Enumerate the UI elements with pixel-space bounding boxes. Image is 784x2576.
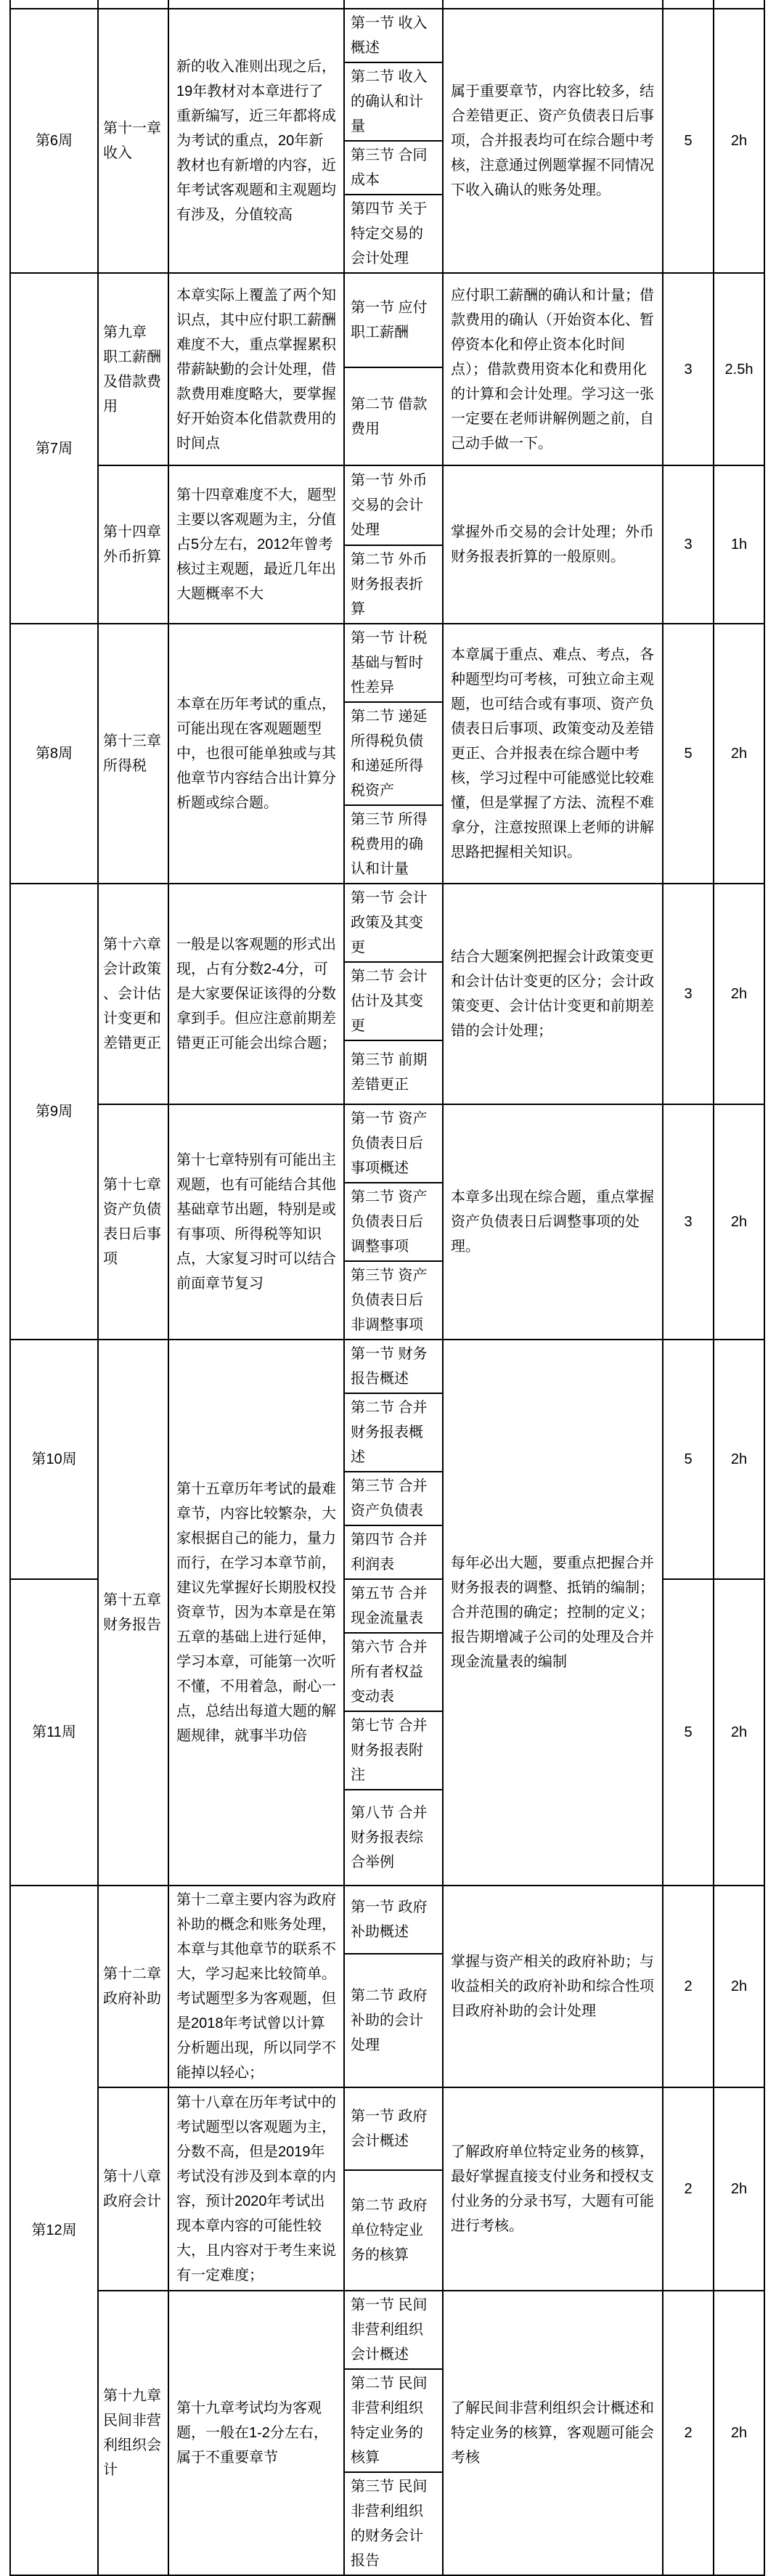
chapter-cell: 第十四章 外币折算 [98, 465, 168, 624]
section-row [10, 624, 764, 702]
partial-top-cell [663, 0, 714, 9]
key-points-cell: 掌握外币交易的会计处理；外币财务报表折算的一般原则。 [443, 465, 663, 624]
section-cell: 第一节 政府补助概述 [344, 1886, 443, 1954]
duration-cell: 2h [714, 2087, 764, 2291]
partial-top-row [10, 0, 764, 9]
lecture-count-cell: 5 [663, 9, 714, 273]
lecture-count-cell: 2 [663, 2087, 714, 2291]
duration-cell: 1h [714, 465, 764, 624]
section-cell: 第二节 资产负债表日后调整事项 [344, 1183, 443, 1261]
lecture-count-cell: 5 [663, 624, 714, 884]
key-points-cell: 掌握与资产相关的政府补助；与收益相关的政府补助和综合性项目政府补助的会计处理 [443, 1886, 663, 2087]
section-cell: 第五节 合并现金流量表 [344, 1579, 443, 1633]
section-cell: 第六节 合并所有者权益变动表 [344, 1633, 443, 1711]
section-cell: 第二节 会计估计及其变更 [344, 962, 443, 1040]
lecture-count-cell: 5 [663, 1579, 714, 1886]
section-row [10, 884, 764, 962]
section-cell: 第一节 会计政策及其变更 [344, 884, 443, 962]
chapter-cell: 第十一章 收入 [98, 9, 168, 273]
chapter-cell: 第十二章 政府补助 [98, 1886, 168, 2087]
chapter-description-cell: 本章实际上覆盖了两个知识点，其中应付职工薪酬难度不大，重点掌握累积带薪缺勤的会计处理，借款费用难度略大，要掌握好开始资本化借款费用的时间点 [168, 273, 344, 465]
key-points-cell: 了解政府单位特定业务的核算，最好掌握直接支付业务和授权支付业务的分录书写，大题有可能进行考核。 [443, 2087, 663, 2291]
study-plan-table [9, 0, 765, 2576]
section-cell: 第一节 外币交易的会计处理 [344, 465, 443, 545]
lecture-count-cell: 2 [663, 2291, 714, 2575]
section-cell: 第一节 应付职工薪酬 [344, 273, 443, 367]
lecture-count-cell: 3 [663, 884, 714, 1104]
section-cell: 第三节 民间非营利组织的财务会计报告 [344, 2472, 443, 2575]
section-cell: 第一节 收入概述 [344, 9, 443, 62]
duration-cell: 2h [714, 1104, 764, 1340]
lecture-count-cell: 3 [663, 273, 714, 465]
chapter-description-cell: 第十二章主要内容为政府补助的概念和账务处理，本章与其他章节的联系不大，学习起来比较简单。考试题型多为客观题，但是2018年考试曾以计算分析题出现，所以同学不能掉以轻心； [168, 1886, 344, 2087]
section-cell: 第四节 关于特定交易的会计处理 [344, 195, 443, 273]
section-cell: 第四节 合并利润表 [344, 1525, 443, 1579]
partial-top-cell [714, 0, 764, 9]
week-cell: 第8周 [10, 624, 98, 884]
section-row [10, 2087, 764, 2170]
section-cell: 第三节 前期差错更正 [344, 1040, 443, 1104]
chapter-cell: 第十五章 财务报告 [98, 1340, 168, 1886]
section-cell: 第二节 借款费用 [344, 367, 443, 465]
duration-cell: 2h [714, 1340, 764, 1579]
lecture-count-cell: 3 [663, 465, 714, 624]
section-cell: 第二节 递延所得税负债和递延所得税资产 [344, 702, 443, 805]
section-cell: 第三节 资产负债表日后非调整事项 [344, 1261, 443, 1340]
chapter-cell: 第十六章 会计政策、会计估计变更和差错更正 [98, 884, 168, 1104]
partial-top-cell [344, 0, 443, 9]
key-points-cell: 结合大题案例把握会计政策变更和会计估计变更的区分；会计政策变更、会计估计变更和前期差错的会计处理； [443, 884, 663, 1104]
duration-cell: 2.5h [714, 273, 764, 465]
key-points-cell: 本章属于重点、难点、考点，各种题型均可考核，可独立命主观题，也可结合或有事项、资产负债表日后事项、政策变动及差错更正、合并报表在综合题中考核，学习过程中可能感觉比较难懂，但是掌握了方法、流程不难拿分，注意按照课上老师的讲解思路把握相关知识。 [443, 624, 663, 884]
chapter-description-cell: 新的收入准则出现之后，19年教材对本章进行了重新编写，近三年都将成为考试的重点，20年新教材也有新增的内容，近年考试客观题和主观题均有涉及，分值较高 [168, 9, 344, 273]
section-cell: 第一节 资产负债表日后事项概述 [344, 1104, 443, 1183]
chapter-cell: 第十七章 资产负债表日后事项 [98, 1104, 168, 1340]
duration-cell: 2h [714, 2291, 764, 2575]
chapter-cell: 第九章 职工薪酬及借款费用 [98, 273, 168, 465]
partial-top-cell [168, 0, 344, 9]
chapter-description-cell: 第十七章特别有可能出主观题，也有可能结合其他基础章节出题，特别是或有事项、所得税等知识点，大家复习时可以结合前面章节复习 [168, 1104, 344, 1340]
chapter-description-cell: 一般是以客观题的形式出现，占有分数2-4分，可是大家要保证该得的分数拿到手。但应注意前期差错更正可能会出综合题； [168, 884, 344, 1104]
week-cell: 第9周 [10, 884, 98, 1340]
section-cell: 第一节 政府会计概述 [344, 2087, 443, 2170]
chapter-description-cell: 第十四章难度不大，题型主要以客观题为主，分值占5分左右，2012年曾考核过主观题，最近几年出大题概率不大 [168, 465, 344, 624]
chapter-cell: 第十八章 政府会计 [98, 2087, 168, 2291]
key-points-cell: 本章多出现在综合题，重点掌握资产负债表日后调整事项的处理。 [443, 1104, 663, 1340]
section-row [10, 2291, 764, 2369]
section-row [10, 273, 764, 367]
section-cell: 第七节 合并财务报表附注 [344, 1711, 443, 1790]
section-cell: 第二节 收入的确认和计量 [344, 62, 443, 141]
week-cell: 第11周 [10, 1579, 98, 1886]
section-cell: 第二节 政府单位特定业务的核算 [344, 2170, 443, 2291]
chapter-description-cell: 第十八章在历年考试中的考试题型以客观题为主，分数不高，但是2019年考试没有涉及到本章的内容，预计2020年考试出现本章内容的可能性较大，且内容对于考生来说有一定难度； [168, 2087, 344, 2291]
section-cell: 第三节 合同成本 [344, 141, 443, 195]
section-cell: 第三节 合并资产负债表 [344, 1472, 443, 1525]
partial-top-cell [98, 0, 168, 9]
section-cell: 第二节 外币财务报表折算 [344, 545, 443, 624]
partial-top-cell [443, 0, 663, 9]
week-cell: 第12周 [10, 1886, 98, 2575]
section-cell: 第三节 所得税费用的确认和计量 [344, 805, 443, 884]
duration-cell: 2h [714, 624, 764, 884]
section-row [10, 1886, 764, 1954]
chapter-description-cell: 第十五章历年考试的最难章节，内容比较繁杂，大家根据自己的能力，量力而行，在学习本章节前，建议先掌握好长期股权投资章节，因为本章是在第五章的基础上进行延伸，学习本章，可能第一次听不懂，不用着急，耐心一点，总结出每道大题的解题规律，就事半功倍 [168, 1340, 344, 1886]
section-row [10, 1104, 764, 1183]
section-cell: 第一节 民间非营利组织会计概述 [344, 2291, 443, 2369]
week-cell: 第7周 [10, 273, 98, 624]
section-cell: 第二节 合并财务报表概述 [344, 1393, 443, 1472]
duration-cell: 2h [714, 1579, 764, 1886]
chapter-description-cell: 第十九章考试均为客观题，一般在1-2分左右，属于不重要章节 [168, 2291, 344, 2575]
section-cell: 第一节 财务报告概述 [344, 1340, 443, 1393]
key-points-cell: 了解民间非营利组织会计概述和特定业务的核算，客观题可能会考核 [443, 2291, 663, 2575]
week-cell: 第6周 [10, 9, 98, 273]
section-cell: 第一节 计税基础与暂时性差异 [344, 624, 443, 702]
duration-cell: 2h [714, 884, 764, 1104]
chapter-cell: 第十九章 民间非营利组织会计 [98, 2291, 168, 2575]
lecture-count-cell: 3 [663, 1104, 714, 1340]
partial-top-cell [10, 0, 98, 9]
section-row [10, 465, 764, 545]
week-cell: 第10周 [10, 1340, 98, 1579]
chapter-cell: 第十三章 所得税 [98, 624, 168, 884]
study-plan-body [10, 0, 764, 2575]
duration-cell: 2h [714, 9, 764, 273]
key-points-cell: 属于重要章节，内容比较多，结合差错更正、资产负债表日后事项，合并报表均可在综合题中考核，注意通过例题掌握不同情况下收入确认的账务处理。 [443, 9, 663, 273]
section-cell: 第八节 合并财务报表综合举例 [344, 1790, 443, 1886]
key-points-cell: 应付职工薪酬的确认和计量；借款费用的确认（开始资本化、暂停资本化和停止资本化时间点）；借款费用资本化和费用化的计算和会计处理。学习这一张一定要在老师讲解例题之前，自己动手做一下。 [443, 273, 663, 465]
lecture-count-cell: 5 [663, 1340, 714, 1579]
section-cell: 第二节 政府补助的会计处理 [344, 1954, 443, 2087]
section-row [10, 1340, 764, 1393]
duration-cell: 2h [714, 1886, 764, 2087]
section-cell: 第二节 民间非营利组织特定业务的核算 [344, 2369, 443, 2472]
section-row [10, 9, 764, 62]
lecture-count-cell: 2 [663, 1886, 714, 2087]
chapter-description-cell: 本章在历年考试的重点，可能出现在客观题题型中，也很可能单独或与其他章节内容结合出计算分析题或综合题。 [168, 624, 344, 884]
key-points-cell: 每年必出大题，要重点把握合并财务报表的调整、抵销的编制；合并范围的确定；控制的定义；报告期增减子公司的处理及合并现金流量表的编制 [443, 1340, 663, 1886]
